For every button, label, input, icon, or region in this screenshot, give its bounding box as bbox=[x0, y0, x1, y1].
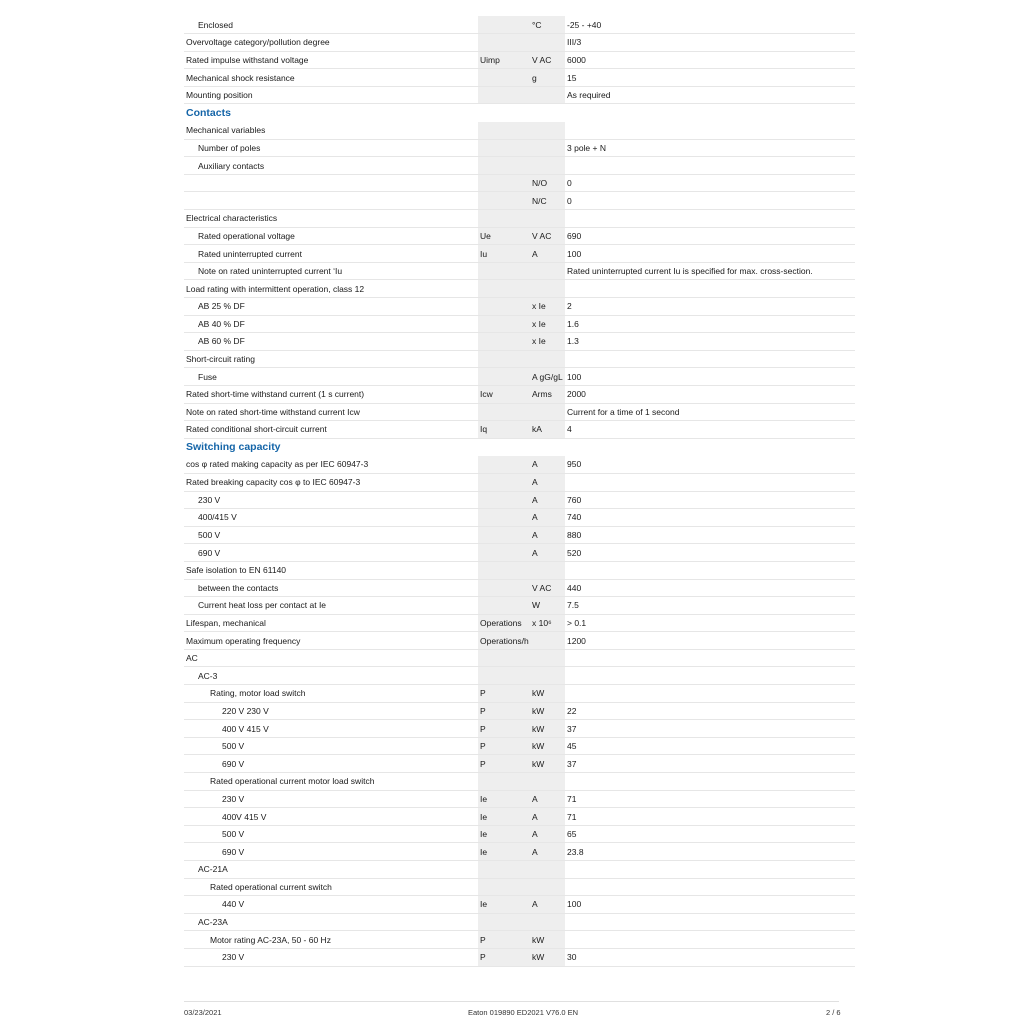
spec-row bbox=[184, 280, 855, 298]
spec-label: Overvoltage category/pollution degree bbox=[184, 34, 478, 52]
footer-divider bbox=[184, 1001, 839, 1002]
spec-label: Rated impulse withstand voltage bbox=[184, 51, 478, 69]
spec-label: 690 V bbox=[184, 755, 478, 773]
spec-row bbox=[184, 702, 855, 720]
spec-unit: A bbox=[530, 491, 565, 509]
spec-row bbox=[184, 720, 855, 738]
spec-label: 440 V bbox=[184, 896, 478, 914]
spec-row bbox=[184, 298, 855, 316]
spec-unit: kW bbox=[530, 685, 565, 703]
spec-label: Maximum operating frequency bbox=[184, 632, 478, 650]
spec-label: Mounting position bbox=[184, 86, 478, 104]
spec-row bbox=[184, 773, 855, 791]
spec-unit: A bbox=[530, 456, 565, 474]
spec-label: Rated operational current motor load switch bbox=[184, 773, 478, 791]
spec-label: Note on rated uninterrupted current ‘Iu bbox=[184, 262, 478, 280]
spec-value: 30 bbox=[565, 948, 855, 966]
spec-value bbox=[565, 210, 855, 228]
spec-symbol bbox=[478, 773, 530, 791]
spec-value: 760 bbox=[565, 491, 855, 509]
spec-unit: x Ie bbox=[530, 315, 565, 333]
spec-symbol bbox=[478, 16, 530, 34]
spec-symbol bbox=[478, 86, 530, 104]
spec-row bbox=[184, 473, 855, 491]
spec-symbol bbox=[478, 368, 530, 386]
spec-row bbox=[184, 245, 855, 263]
spec-row bbox=[184, 139, 855, 157]
spec-symbol: Icw bbox=[478, 385, 530, 403]
spec-label: AB 40 % DF bbox=[184, 315, 478, 333]
spec-value: Current for a time of 1 second bbox=[565, 403, 855, 421]
spec-unit bbox=[530, 262, 565, 280]
spec-row bbox=[184, 491, 855, 509]
spec-row bbox=[184, 51, 855, 69]
spec-value: 6000 bbox=[565, 51, 855, 69]
spec-label: Rating, motor load switch bbox=[184, 685, 478, 703]
spec-label bbox=[184, 174, 478, 192]
spec-symbol bbox=[478, 350, 530, 368]
spec-unit: V AC bbox=[530, 579, 565, 597]
spec-row bbox=[184, 368, 855, 386]
spec-label: Rated short-time withstand current (1 s current) bbox=[184, 385, 478, 403]
spec-symbol: P bbox=[478, 931, 530, 949]
section-header-row bbox=[184, 104, 855, 122]
spec-row bbox=[184, 210, 855, 228]
spec-label: 690 V bbox=[184, 843, 478, 861]
spec-symbol bbox=[478, 561, 530, 579]
spec-label: Electrical characteristics bbox=[184, 210, 478, 228]
spec-row bbox=[184, 790, 855, 808]
spec-symbol: Iu bbox=[478, 245, 530, 263]
spec-label: AC-23A bbox=[184, 913, 478, 931]
spec-unit: N/O bbox=[530, 174, 565, 192]
spec-table bbox=[184, 16, 855, 967]
spec-unit: kW bbox=[530, 720, 565, 738]
spec-row bbox=[184, 861, 855, 879]
spec-label: Note on rated short-time withstand current Icw bbox=[184, 403, 478, 421]
spec-value: 440 bbox=[565, 579, 855, 597]
spec-value: 740 bbox=[565, 509, 855, 527]
spec-row bbox=[184, 385, 855, 403]
spec-label: 400/415 V bbox=[184, 509, 478, 527]
spec-value: 65 bbox=[565, 825, 855, 843]
spec-label: Safe isolation to EN 61140 bbox=[184, 561, 478, 579]
section-header-row bbox=[184, 438, 855, 456]
spec-row bbox=[184, 808, 855, 826]
spec-value: 22 bbox=[565, 702, 855, 720]
spec-unit: A bbox=[530, 808, 565, 826]
spec-value: 37 bbox=[565, 720, 855, 738]
spec-label: 500 V bbox=[184, 825, 478, 843]
spec-row bbox=[184, 544, 855, 562]
spec-unit: kW bbox=[530, 755, 565, 773]
spec-value bbox=[565, 157, 855, 175]
spec-symbol: Ie bbox=[478, 825, 530, 843]
spec-value: 880 bbox=[565, 526, 855, 544]
spec-unit bbox=[530, 878, 565, 896]
spec-label: 500 V bbox=[184, 737, 478, 755]
spec-label: AC bbox=[184, 649, 478, 667]
spec-label: Rated uninterrupted current bbox=[184, 245, 478, 263]
spec-value: 690 bbox=[565, 227, 855, 245]
spec-symbol bbox=[478, 298, 530, 316]
spec-symbol: Ie bbox=[478, 896, 530, 914]
spec-value bbox=[565, 861, 855, 879]
spec-label: Rated breaking capacity cos φ to IEC 60947-3 bbox=[184, 473, 478, 491]
spec-label: Rated operational current switch bbox=[184, 878, 478, 896]
spec-row bbox=[184, 685, 855, 703]
spec-row bbox=[184, 350, 855, 368]
spec-row bbox=[184, 896, 855, 914]
spec-label: Rated conditional short-circuit current bbox=[184, 421, 478, 439]
spec-unit bbox=[530, 861, 565, 879]
spec-row bbox=[184, 579, 855, 597]
spec-symbol bbox=[478, 667, 530, 685]
spec-value: 71 bbox=[565, 808, 855, 826]
spec-row bbox=[184, 315, 855, 333]
spec-row bbox=[184, 509, 855, 527]
spec-unit: kW bbox=[530, 702, 565, 720]
spec-symbol bbox=[478, 861, 530, 879]
spec-symbol bbox=[478, 526, 530, 544]
spec-label: Mechanical variables bbox=[184, 122, 478, 140]
spec-symbol bbox=[478, 69, 530, 87]
spec-value bbox=[565, 350, 855, 368]
spec-value: 7.5 bbox=[565, 597, 855, 615]
spec-unit: x 10⁶ bbox=[530, 614, 565, 632]
spec-row bbox=[184, 878, 855, 896]
spec-label: 400V 415 V bbox=[184, 808, 478, 826]
spec-symbol: Iq bbox=[478, 421, 530, 439]
spec-label: 400 V 415 V bbox=[184, 720, 478, 738]
spec-value bbox=[565, 280, 855, 298]
spec-symbol bbox=[478, 579, 530, 597]
spec-unit: Arms bbox=[530, 385, 565, 403]
spec-value: 2 bbox=[565, 298, 855, 316]
spec-symbol bbox=[478, 403, 530, 421]
spec-row bbox=[184, 174, 855, 192]
spec-unit: x Ie bbox=[530, 298, 565, 316]
spec-symbol bbox=[478, 174, 530, 192]
spec-value bbox=[565, 649, 855, 667]
spec-row bbox=[184, 948, 855, 966]
spec-symbol: P bbox=[478, 948, 530, 966]
spec-label: AC-3 bbox=[184, 667, 478, 685]
spec-row bbox=[184, 526, 855, 544]
spec-label: 230 V bbox=[184, 491, 478, 509]
spec-row bbox=[184, 34, 855, 52]
spec-symbol bbox=[478, 262, 530, 280]
spec-unit: N/C bbox=[530, 192, 565, 210]
footer-page-number: 2 / 6 bbox=[826, 1008, 841, 1017]
spec-row bbox=[184, 737, 855, 755]
spec-label: 690 V bbox=[184, 544, 478, 562]
spec-unit: V AC bbox=[530, 227, 565, 245]
spec-row bbox=[184, 456, 855, 474]
spec-label: AC-21A bbox=[184, 861, 478, 879]
spec-row bbox=[184, 597, 855, 615]
spec-row bbox=[184, 561, 855, 579]
spec-value: Rated uninterrupted current Iu is specified for max. cross-section. bbox=[565, 262, 855, 280]
spec-label: 230 V bbox=[184, 790, 478, 808]
spec-unit bbox=[530, 403, 565, 421]
spec-label: 230 V bbox=[184, 948, 478, 966]
spec-value: 1.3 bbox=[565, 333, 855, 351]
section-title: Switching capacity bbox=[186, 441, 281, 454]
spec-row bbox=[184, 69, 855, 87]
spec-value: 37 bbox=[565, 755, 855, 773]
spec-row bbox=[184, 649, 855, 667]
spec-unit bbox=[530, 34, 565, 52]
spec-value: 45 bbox=[565, 737, 855, 755]
spec-unit: x Ie bbox=[530, 333, 565, 351]
spec-symbol bbox=[478, 544, 530, 562]
spec-row bbox=[184, 421, 855, 439]
footer-date: 03/23/2021 bbox=[184, 1008, 222, 1017]
spec-symbol bbox=[478, 280, 530, 298]
spec-unit: A bbox=[530, 790, 565, 808]
spec-symbol: Ie bbox=[478, 808, 530, 826]
spec-label: AB 60 % DF bbox=[184, 333, 478, 351]
spec-value bbox=[565, 931, 855, 949]
spec-value: 1200 bbox=[565, 632, 855, 650]
spec-symbol bbox=[478, 913, 530, 931]
spec-label: Fuse bbox=[184, 368, 478, 386]
spec-label: between the contacts bbox=[184, 579, 478, 597]
spec-unit: A bbox=[530, 509, 565, 527]
spec-unit: kW bbox=[530, 948, 565, 966]
spec-row bbox=[184, 227, 855, 245]
spec-value bbox=[565, 685, 855, 703]
spec-row bbox=[184, 632, 855, 650]
spec-value bbox=[565, 773, 855, 791]
spec-symbol: P bbox=[478, 685, 530, 703]
spec-symbol bbox=[478, 157, 530, 175]
spec-unit: g bbox=[530, 69, 565, 87]
spec-unit: A bbox=[530, 526, 565, 544]
spec-label: 220 V 230 V bbox=[184, 702, 478, 720]
spec-unit: kW bbox=[530, 931, 565, 949]
spec-symbol bbox=[478, 139, 530, 157]
spec-value: 23.8 bbox=[565, 843, 855, 861]
spec-row bbox=[184, 913, 855, 931]
spec-row bbox=[184, 262, 855, 280]
spec-symbol: P bbox=[478, 755, 530, 773]
spec-symbol bbox=[478, 597, 530, 615]
spec-label: AB 25 % DF bbox=[184, 298, 478, 316]
spec-label: Auxiliary contacts bbox=[184, 157, 478, 175]
spec-row bbox=[184, 667, 855, 685]
spec-row bbox=[184, 86, 855, 104]
spec-label: Number of poles bbox=[184, 139, 478, 157]
spec-value: 71 bbox=[565, 790, 855, 808]
spec-unit bbox=[530, 632, 565, 650]
spec-value: 100 bbox=[565, 896, 855, 914]
spec-row bbox=[184, 843, 855, 861]
spec-unit: A bbox=[530, 896, 565, 914]
spec-row bbox=[184, 755, 855, 773]
spec-row bbox=[184, 122, 855, 140]
spec-value: 2000 bbox=[565, 385, 855, 403]
spec-unit: A bbox=[530, 843, 565, 861]
spec-row bbox=[184, 192, 855, 210]
spec-value: 3 pole + N bbox=[565, 139, 855, 157]
spec-value: III/3 bbox=[565, 34, 855, 52]
spec-value: 4 bbox=[565, 421, 855, 439]
spec-label: Rated operational voltage bbox=[184, 227, 478, 245]
footer-document-id: Eaton 019890 ED2021 V76.0 EN bbox=[468, 1008, 579, 1017]
spec-unit bbox=[530, 667, 565, 685]
spec-symbol bbox=[478, 491, 530, 509]
spec-symbol: Ie bbox=[478, 790, 530, 808]
spec-value: 100 bbox=[565, 368, 855, 386]
spec-label bbox=[184, 192, 478, 210]
spec-unit: A bbox=[530, 473, 565, 491]
spec-value: 520 bbox=[565, 544, 855, 562]
spec-value: As required bbox=[565, 86, 855, 104]
spec-label: Enclosed bbox=[184, 16, 478, 34]
spec-symbol bbox=[478, 34, 530, 52]
spec-value bbox=[565, 473, 855, 491]
spec-label: 500 V bbox=[184, 526, 478, 544]
spec-value bbox=[565, 122, 855, 140]
spec-row bbox=[184, 614, 855, 632]
spec-label: Motor rating AC-23A, 50 - 60 Hz bbox=[184, 931, 478, 949]
spec-value: 950 bbox=[565, 456, 855, 474]
spec-unit: A bbox=[530, 544, 565, 562]
spec-value: 100 bbox=[565, 245, 855, 263]
spec-row bbox=[184, 333, 855, 351]
spec-label: Lifespan, mechanical bbox=[184, 614, 478, 632]
spec-symbol bbox=[478, 192, 530, 210]
spec-unit bbox=[530, 122, 565, 140]
spec-unit: A gG/gL bbox=[530, 368, 565, 386]
spec-row bbox=[184, 403, 855, 421]
spec-symbol bbox=[478, 315, 530, 333]
spec-unit bbox=[530, 649, 565, 667]
spec-value: -25 - +40 bbox=[565, 16, 855, 34]
spec-symbol bbox=[478, 456, 530, 474]
spec-unit: kW bbox=[530, 737, 565, 755]
spec-symbol bbox=[478, 122, 530, 140]
spec-sheet bbox=[184, 16, 839, 967]
spec-symbol bbox=[478, 473, 530, 491]
spec-value: > 0.1 bbox=[565, 614, 855, 632]
spec-unit bbox=[530, 210, 565, 228]
spec-unit: V AC bbox=[530, 51, 565, 69]
spec-unit bbox=[530, 913, 565, 931]
spec-unit bbox=[530, 561, 565, 579]
spec-symbol: Ie bbox=[478, 843, 530, 861]
spec-label: Short-circuit rating bbox=[184, 350, 478, 368]
spec-unit: A bbox=[530, 245, 565, 263]
spec-symbol: Operations bbox=[478, 614, 530, 632]
spec-value bbox=[565, 878, 855, 896]
spec-unit: A bbox=[530, 825, 565, 843]
section-title: Contacts bbox=[186, 107, 231, 120]
spec-unit bbox=[530, 280, 565, 298]
spec-symbol bbox=[478, 509, 530, 527]
spec-unit bbox=[530, 86, 565, 104]
spec-value bbox=[565, 561, 855, 579]
spec-value: 0 bbox=[565, 174, 855, 192]
spec-value bbox=[565, 913, 855, 931]
spec-symbol: Operations/h bbox=[478, 632, 530, 650]
spec-symbol bbox=[478, 649, 530, 667]
spec-symbol bbox=[478, 878, 530, 896]
spec-unit bbox=[530, 773, 565, 791]
spec-label: cos φ rated making capacity as per IEC 60947-3 bbox=[184, 456, 478, 474]
spec-unit: W bbox=[530, 597, 565, 615]
spec-value: 15 bbox=[565, 69, 855, 87]
spec-unit bbox=[530, 139, 565, 157]
spec-unit: °C bbox=[530, 16, 565, 34]
spec-value bbox=[565, 667, 855, 685]
spec-label: Current heat loss per contact at Ie bbox=[184, 597, 478, 615]
spec-symbol: Uimp bbox=[478, 51, 530, 69]
spec-symbol: P bbox=[478, 702, 530, 720]
spec-symbol bbox=[478, 333, 530, 351]
spec-symbol: Ue bbox=[478, 227, 530, 245]
spec-unit bbox=[530, 157, 565, 175]
spec-row bbox=[184, 16, 855, 34]
spec-row bbox=[184, 825, 855, 843]
spec-label: Load rating with intermittent operation, class 12 bbox=[184, 280, 478, 298]
spec-row bbox=[184, 931, 855, 949]
spec-value: 1.6 bbox=[565, 315, 855, 333]
spec-unit: kA bbox=[530, 421, 565, 439]
spec-symbol: P bbox=[478, 720, 530, 738]
spec-symbol bbox=[478, 210, 530, 228]
spec-unit bbox=[530, 350, 565, 368]
spec-table-body bbox=[184, 16, 855, 966]
spec-value: 0 bbox=[565, 192, 855, 210]
spec-row bbox=[184, 157, 855, 175]
spec-symbol: P bbox=[478, 737, 530, 755]
spec-label: Mechanical shock resistance bbox=[184, 69, 478, 87]
